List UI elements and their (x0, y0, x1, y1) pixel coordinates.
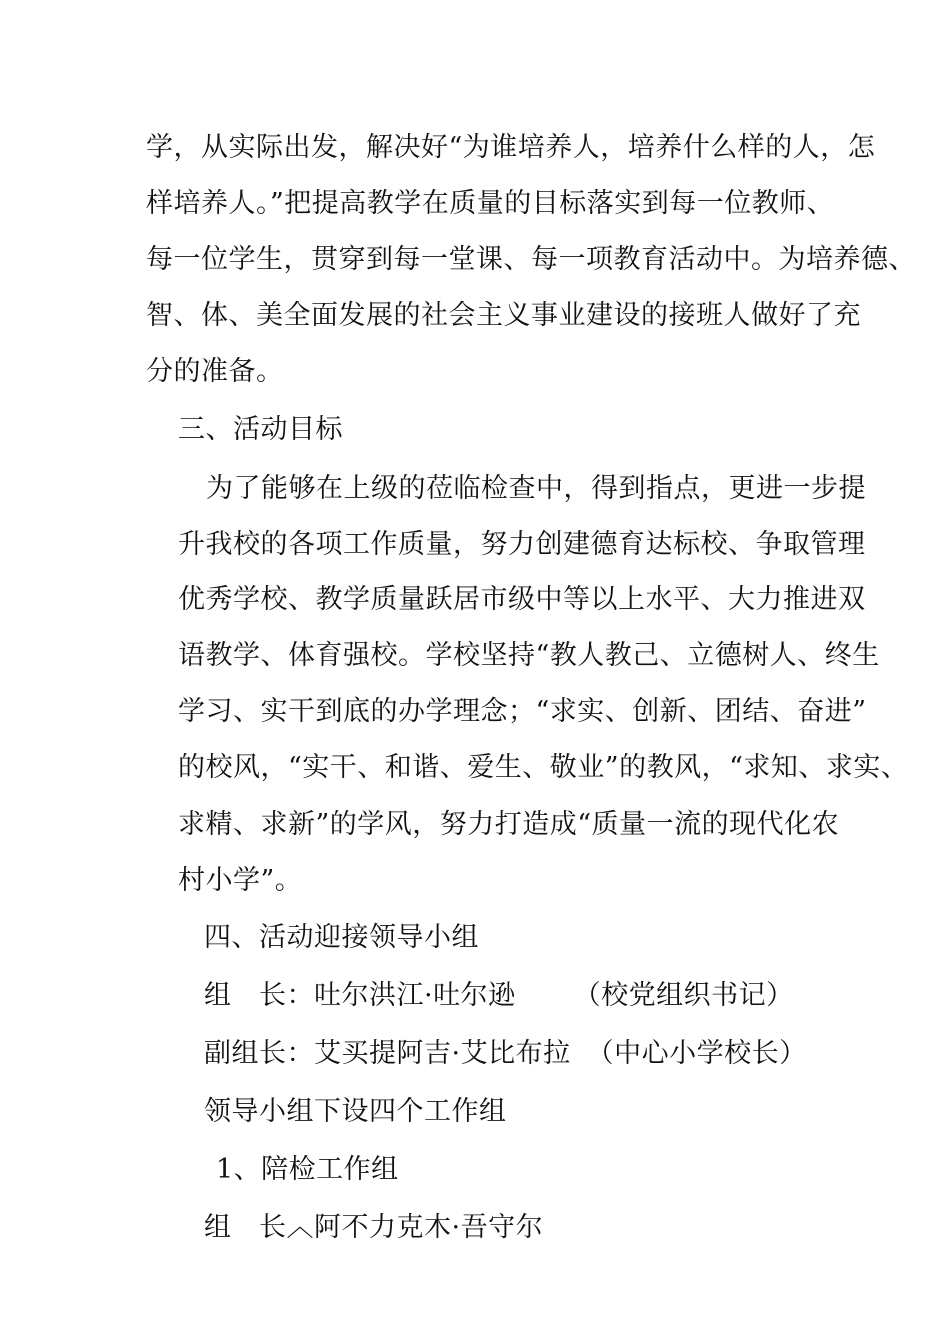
deputy-title: （中心小学校长） (586, 1038, 807, 1069)
group-leader-row (204, 976, 794, 1016)
paragraph-line: 的校风，“实干、和谐、爱生、敬业”的教风，“求知、求实、 (178, 752, 909, 783)
leader-title: （校党组织书记） (573, 980, 794, 1011)
paragraph-line: 语教学、体育强校。学校坚持“教人教己、立德树人、终生 (178, 640, 880, 671)
leader-label: 组 长： (204, 980, 314, 1011)
paragraph-line: 升我校的各项工作质量，努力创建德育达标校、争取管理 (178, 529, 866, 560)
subgroup-leader-label: 组 长︿ (204, 1212, 314, 1243)
paragraph-line: 智、体、美全面发展的社会主义事业建设的接班人做好了充 (146, 300, 861, 331)
paragraph-line: 学习、实干到底的办学理念；“求实、创新、团结、奋进” (178, 696, 867, 727)
paragraph-line: 为了能够在上级的莅临检查中，得到指点，更进一步提 (206, 473, 866, 504)
leader-name: 吐尔洪江·吐尔逊 (314, 980, 516, 1011)
section-heading-leadership-group: 四、活动迎接领导小组 (204, 922, 479, 953)
paragraph-line: 求精、求新”的学风，努力打造成“质量一流的现代化农 (178, 809, 840, 840)
working-groups-note: 领导小组下设四个工作组 (204, 1096, 507, 1127)
paragraph-line: 学，从实际出发，解决好“为谁培养人，培养什么样的人，怎 (146, 132, 876, 163)
deputy-name: 艾买提阿吉·艾比布拉 (314, 1038, 571, 1069)
subgroup-leader-name: 阿不力克木·吾守尔 (314, 1212, 544, 1243)
section-heading-activity-goals: 三、活动目标 (178, 414, 343, 445)
subgroup-leader-row (204, 1208, 543, 1248)
paragraph-line: 村小学”。 (178, 865, 303, 896)
deputy-label: 副组长： (204, 1038, 314, 1069)
paragraph-line: 优秀学校、教学质量跃居市级中等以上水平、大力推进双 (178, 584, 866, 615)
paragraph-line: 样培养人。”把提高教学在质量的目标落实到每一位教师、 (146, 188, 835, 219)
subgroup-heading: 1、陪检工作组 (216, 1154, 399, 1185)
paragraph-line: 分的准备。 (146, 356, 284, 387)
paragraph-line: 每一位学生，贯穿到每一堂课、每一项教育活动中。为培养德、 (146, 244, 916, 275)
deputy-leader-row (204, 1034, 807, 1074)
